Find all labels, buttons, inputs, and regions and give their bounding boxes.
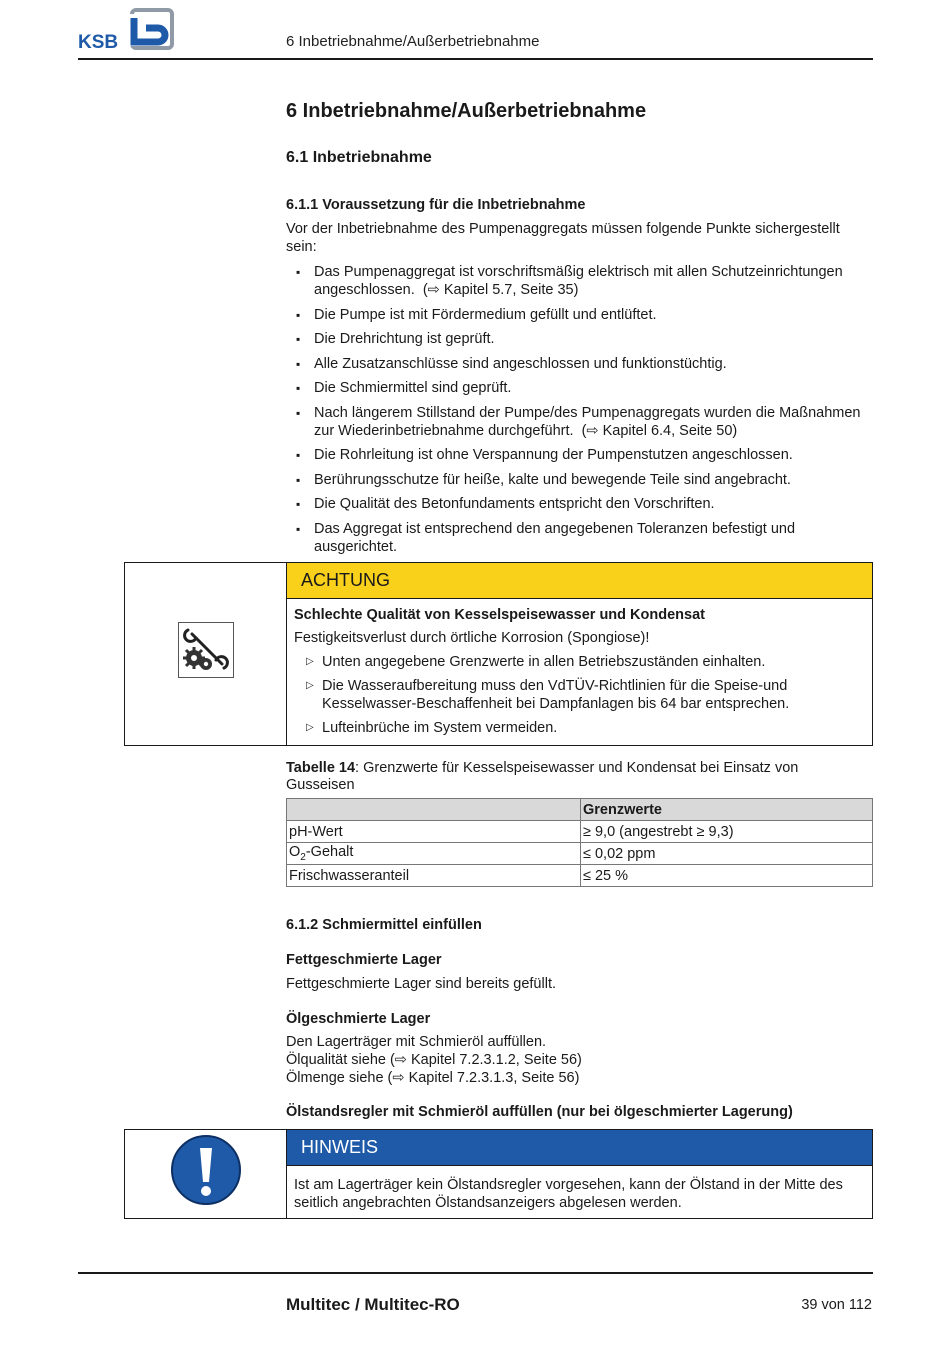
bullet-marker: ▪ [296,332,301,346]
item-text: Nach längerem Stillstand der Pumpe/des Pumpenaggregats wurden die Maßnahmen zur Wiederinbetriebnahme durchgeführt. [314,404,861,439]
list-item [296,379,876,397]
signal-word: HINWEIS [301,1137,379,1157]
notice-icon-cell [125,563,287,745]
action-marker: ▷ [306,680,314,691]
action-text: Lufteinbrüche im System vermeiden. [322,720,558,736]
intro-paragraph: Vor der Inbetriebnahme des Pumpenaggregats müssen folgende Punkte sichergestellt sein: [286,221,840,255]
list-item [296,520,876,556]
table-caption-text: : Grenzwerte für Kesselspeisewasser und Kondensat bei Einsatz von Gusseisen [286,760,799,793]
item-text: Die Pumpe ist mit Fördermedium gefüllt und entlüftet. [314,306,657,323]
caution-header [287,563,872,599]
value-cell: ≥ 9,0 (angestrebt ≥ 9,3) [581,821,873,843]
bullet-marker: ▪ [296,381,301,395]
preventive-actions [300,653,840,743]
product-name: Multitec / Multitec-RO [286,1295,460,1314]
paragraph-line: Den Lagerträger mit Schmieröl auffüllen. [286,1034,547,1050]
list-item [296,471,876,489]
cross-reference-link[interactable]: Ölqualität siehe (⇨ Kapitel 7.2.3.1.2, Seite 56) [286,1052,582,1068]
chapter-title: 6 Inbetriebnahme/Außerbetriebnahme [286,100,647,122]
list-item [296,263,876,299]
list-item [296,495,876,513]
list-item [296,330,876,348]
cross-reference-link[interactable]: Ölmenge siehe (⇨ Kapitel 7.2.3.1.3, Seite 56) [286,1070,580,1086]
subsection-title: 6.1.1 Voraussetzung für die Inbetriebnahme [286,197,586,213]
bullet-marker: ▪ [296,521,301,536]
value-cell: ≤ 25 % [581,865,873,887]
action-marker: ▷ [306,656,314,667]
action-text: Die Wasseraufbereitung muss den VdTÜV-Richtlinien für die Speise-und Kesselwasser-Beschaffenheit bei Dampfanlagen bis 64 bar entsprechen. [322,678,790,712]
table-row [287,821,873,843]
paragraph-text: Fettgeschmierte Lager sind bereits gefüllt. [286,976,556,992]
notice-icon-cell [125,1130,287,1218]
info-notice [124,1129,873,1219]
item-text: Das Aggregat ist entsprechend den angegebenen Toleranzen befestigt und ausgerichtet. [314,520,796,555]
table-row [287,865,873,887]
bullet-marker: ▪ [296,448,301,462]
item-text: Alle Zusatzanschlüsse sind angeschlossen und funktionstüchtig. [314,355,727,372]
parameter-cell [287,865,581,887]
table-caption [286,760,866,794]
cross-reference-link[interactable]: (⇨ Kapitel 6.4, Seite 50) [581,422,738,439]
action-item [300,653,840,671]
parameter-cell [287,821,581,843]
section-title: 6.1 Inbetriebnahme [286,149,432,166]
item-text: Das Pumpenaggregat ist vorschriftsmäßig elektrisch mit allen Schutzeinrichtungen angeschlossen. [314,264,843,298]
paragraph-heading: Ölgeschmierte Lager [286,1011,431,1027]
limits-table [286,798,873,887]
bullet-marker: ▪ [296,307,301,322]
prerequisite-list [296,263,876,562]
value-cell: ≤ 0,02 ppm [581,843,873,865]
parameter-name: pH-Wert [289,823,343,840]
list-item [296,306,876,324]
table-caption-label: Tabelle 14 [286,760,356,776]
cross-reference-link[interactable]: (⇨ Kapitel 5.7, Seite 35) [422,282,579,298]
item-text: Die Qualität des Betonfundaments entspricht den Vorschriften. [314,496,715,512]
parameter-name: Frischwasseranteil [289,867,410,884]
table-row [287,843,873,865]
parameter-name: O [289,844,301,861]
item-text: Die Schmiermittel sind geprüft. [314,380,512,396]
subsection-title: 6.1.2 Schmiermittel einfüllen [286,917,482,933]
action-item [300,719,840,737]
exclamation-icon [170,1134,242,1206]
list-item [296,446,876,464]
signal-word: ACHTUNG [301,570,390,590]
list-item [296,404,876,440]
item-text: Die Drehrichtung ist geprüft. [314,331,495,347]
tools-gear-icon [178,622,234,678]
hazard-consequence: Festigkeitsverlust durch örtliche Korrosion (Spongiose)! [294,630,650,646]
parameter-cell [287,843,581,865]
table-header-cell [287,799,581,821]
action-text: Unten angegebene Grenzwerte in allen Betriebszuständen einhalten. [322,654,766,670]
bullet-marker: ▪ [296,497,301,511]
header-divider [78,58,873,60]
paragraph-heading: Fettgeschmierte Lager [286,952,442,968]
bullet-marker: ▪ [296,472,301,487]
parameter-name-rest: -Gehalt [305,844,354,861]
info-header [287,1130,872,1166]
bullet-marker: ▪ [296,356,301,371]
action-marker: ▷ [306,722,314,733]
bullet-marker: ▪ [296,405,301,420]
caution-notice [124,562,873,746]
table-header-cell: Grenzwerte [581,799,873,821]
list-item [296,355,876,373]
parameter-subscript: 2 [300,851,306,863]
item-text: Berührungsschutze für heiße, kalte und bewegende Teile sind angebracht. [314,471,791,488]
item-text: Die Rohrleitung ist ohne Verspannung der Pumpenstutzen angeschlossen. [314,447,793,463]
info-text: Ist am Lagerträger kein Ölstandsregler vorgesehen, kann der Ölstand in der Mitte des seitlich angebrachten Ölstandsanzeigers abgelesen werden. [294,1177,843,1211]
action-item [300,677,840,713]
table-header-row [287,799,873,821]
paragraph-heading: Ölstandsregler mit Schmieröl auffüllen (nur bei ölgeschmierter Lagerung) [286,1104,793,1120]
logo-text: KSB [78,32,119,52]
running-header: 6 Inbetriebnahme/Außerbetriebnahme [286,33,540,50]
bullet-marker: ▪ [296,265,301,279]
oil-instructions [286,1033,866,1087]
ksb-logo [78,8,176,52]
page-number: 39 von 112 [801,1297,872,1313]
hazard-title: Schlechte Qualität von Kesselspeisewasser und Kondensat [294,607,705,623]
footer-divider [78,1272,873,1274]
